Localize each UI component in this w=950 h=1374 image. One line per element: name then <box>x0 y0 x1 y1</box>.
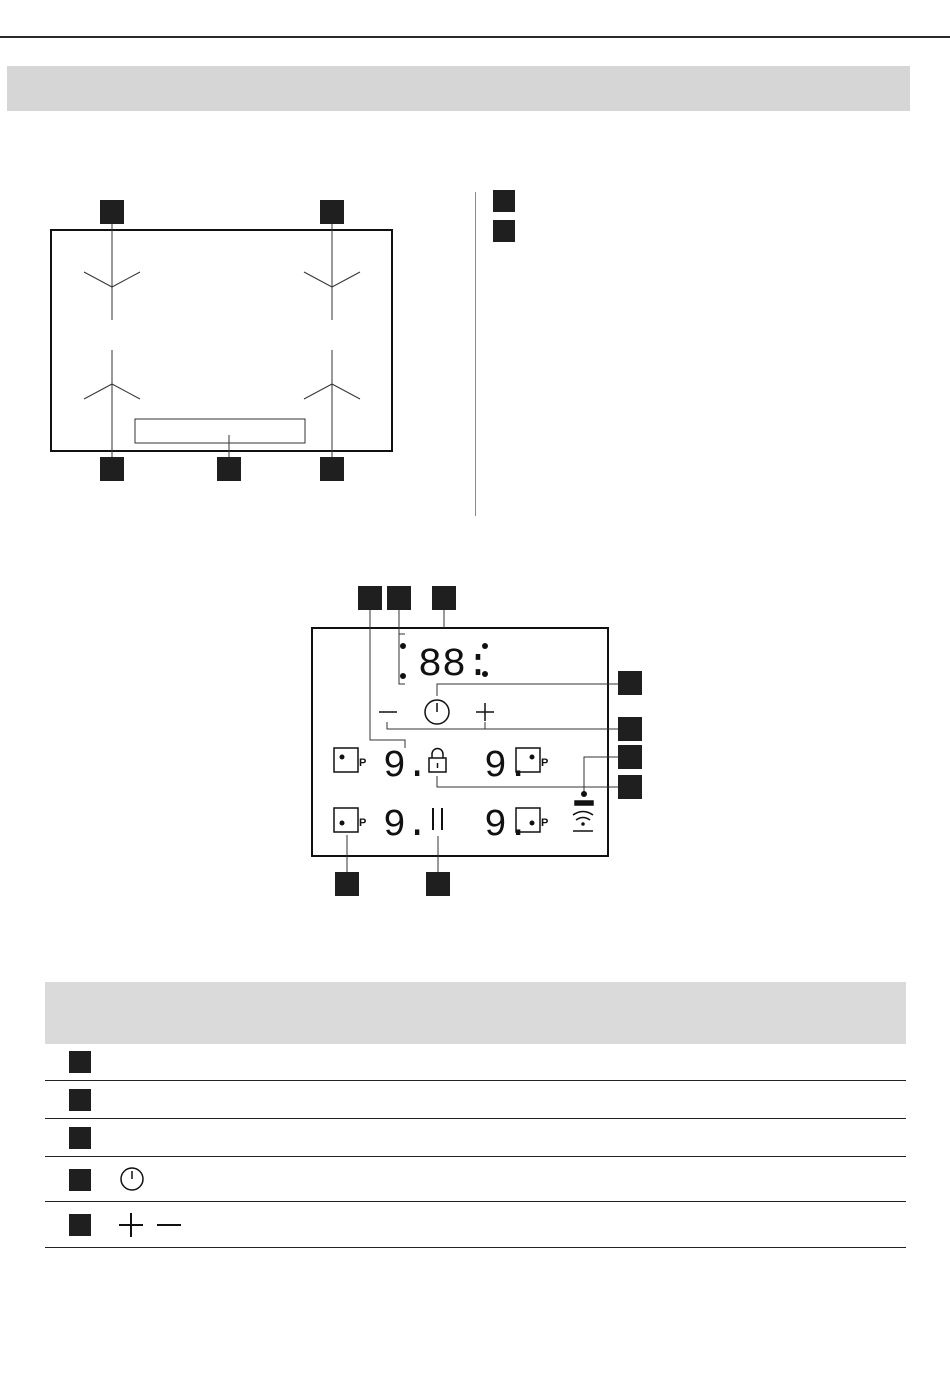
callout-marker <box>618 671 642 695</box>
timer-icon <box>425 700 449 724</box>
zone-level-display: 9. <box>484 745 530 788</box>
zone-level-display: 9. <box>383 745 429 788</box>
table-row <box>45 1081 906 1119</box>
plus-icon <box>476 703 494 721</box>
zone-program-icon-bottom-left <box>334 808 358 832</box>
program-letter: P <box>359 757 367 769</box>
table-row <box>45 1119 906 1157</box>
callout-marker <box>335 872 359 896</box>
zone-level-display: 9. <box>484 804 530 847</box>
callout-marker <box>618 745 642 769</box>
hood-connection-icon <box>573 801 593 831</box>
table-row <box>45 1044 906 1081</box>
program-letter: P <box>541 757 549 769</box>
program-letter: P <box>541 817 549 829</box>
plus-minus-icons <box>117 1210 187 1240</box>
lock-icon <box>429 749 446 773</box>
row-number-marker <box>69 1127 91 1149</box>
function-table-header <box>45 982 906 1044</box>
callout-marker <box>358 586 382 610</box>
callout-marker <box>426 872 450 896</box>
zone-program-icon-top-left <box>334 748 358 772</box>
row-number-marker <box>69 1214 91 1236</box>
row-divider <box>45 1247 906 1248</box>
table-row <box>45 1157 906 1202</box>
pause-icon <box>433 808 442 830</box>
program-letter: P <box>359 817 367 829</box>
timer-display: 88: <box>418 643 491 688</box>
callout-marker <box>432 586 456 610</box>
timer-icon <box>117 1164 147 1194</box>
callout-marker <box>618 717 642 741</box>
callout-marker <box>387 586 411 610</box>
row-number-marker <box>69 1051 91 1073</box>
zone-level-display: 9. <box>383 804 429 847</box>
callout-marker <box>618 775 642 799</box>
table-row <box>45 1202 906 1248</box>
row-number-marker <box>69 1169 91 1191</box>
row-number-marker <box>69 1089 91 1111</box>
